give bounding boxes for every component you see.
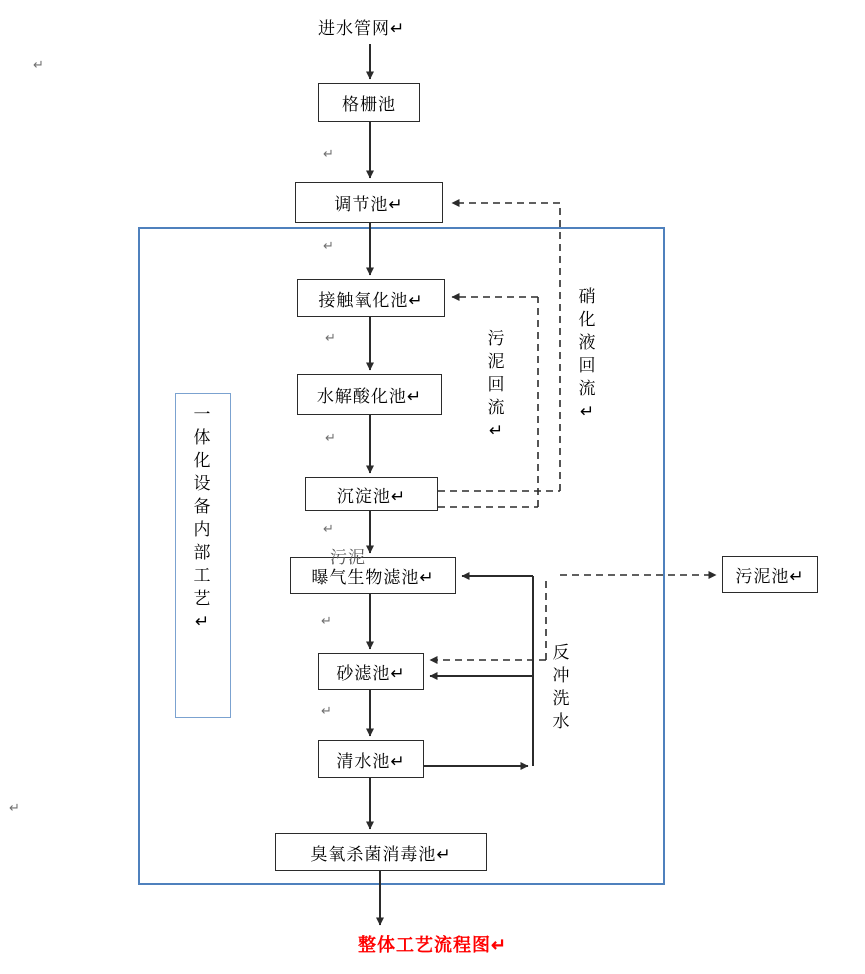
node-ozone-disinfection-tank[interactable]: 臭氧杀菌消毒池↵: [275, 833, 487, 871]
inner-process-label: 一体化设备内部工艺↵: [193, 405, 211, 631]
pilcrow-mark: ↵: [323, 146, 334, 161]
inlet-pipe-network-label: 进水管网↵: [318, 19, 406, 38]
node-clear-water-tank[interactable]: 清水池↵: [318, 740, 424, 778]
node-sedimentation-tank[interactable]: 沉淀池↵: [305, 477, 438, 511]
node-sludge-pool[interactable]: 污泥池↵: [722, 556, 818, 593]
pilcrow-mark: ↵: [33, 57, 44, 72]
node-aerated-biofilter[interactable]: 曝气生物滤池↵: [290, 557, 456, 594]
pilcrow-mark: ↵: [325, 430, 336, 445]
node-grid-tank[interactable]: 格栅池: [318, 83, 420, 122]
node-hydrolysis-acidification-tank[interactable]: 水解酸化池↵: [297, 374, 442, 415]
pilcrow-mark: ↵: [321, 613, 332, 628]
label-backwash-water: 反冲洗水: [552, 643, 570, 731]
label-sludge-stray: 污泥: [330, 548, 366, 567]
diagram-caption: 整体工艺流程图↵: [358, 935, 508, 955]
label-nitrification-liquid-return: 硝化液回流↵: [578, 287, 596, 421]
pilcrow-mark: ↵: [9, 800, 20, 815]
node-adjust-tank[interactable]: 调节池↵: [295, 182, 443, 223]
node-contact-oxidation-tank[interactable]: 接触氧化池↵: [297, 279, 445, 317]
pilcrow-mark: ↵: [321, 703, 332, 718]
node-sand-filter[interactable]: 砂滤池↵: [318, 653, 424, 690]
pilcrow-mark: ↵: [323, 238, 334, 253]
label-sludge-return: 污泥回流↵: [487, 329, 505, 440]
pilcrow-mark: ↵: [325, 330, 336, 345]
pilcrow-mark: ↵: [323, 521, 334, 536]
